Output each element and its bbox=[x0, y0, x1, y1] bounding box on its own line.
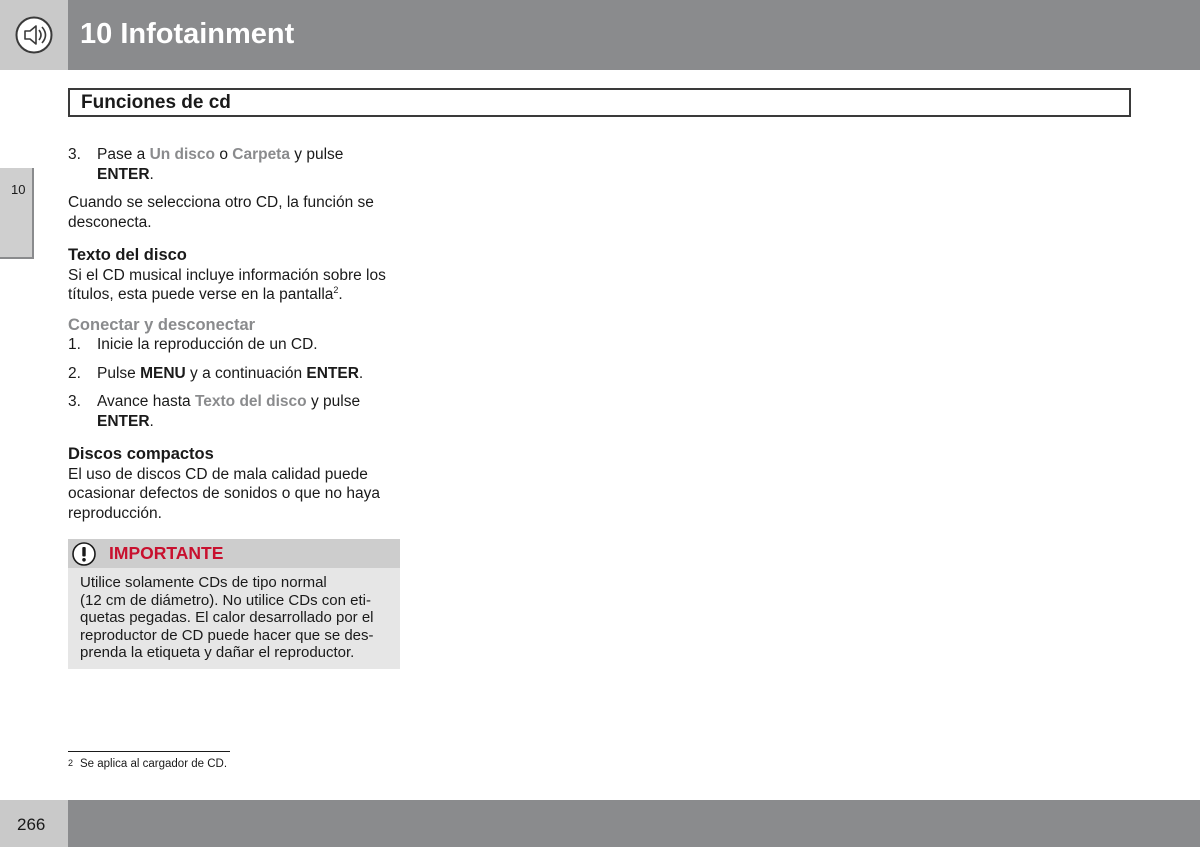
notice-line: (12 cm de diámetro). No utilice CDs con eti- bbox=[80, 591, 371, 609]
text-run: . bbox=[338, 286, 343, 303]
speaker-icon bbox=[15, 16, 53, 54]
menu-option-texto-del-disco: Texto del disco bbox=[194, 393, 307, 410]
footnote-ref: 2 bbox=[333, 284, 339, 295]
chapter-title: 10 Infotainment bbox=[80, 18, 295, 50]
footnote bbox=[68, 758, 227, 770]
main-content bbox=[68, 145, 403, 523]
list-item bbox=[68, 364, 403, 384]
text-run: Avance hasta bbox=[97, 393, 195, 410]
text-run: . bbox=[149, 412, 154, 430]
paragraph: El uso de discos CD de mala calidad puede ocasionar defectos de sonidos o que no haya reproducción. bbox=[68, 465, 380, 522]
notice-line: reproductor de CD puede hacer que se des- bbox=[80, 626, 374, 644]
text-run: Pulse bbox=[97, 364, 141, 382]
text-run: y a continuación bbox=[185, 364, 307, 382]
text-run: Pase a bbox=[97, 146, 150, 163]
text-run: Si el CD musical incluye información sobre los títulos, esta puede verse en la pantalla bbox=[68, 266, 386, 303]
subheading-conectar: Conectar y desconectar bbox=[68, 315, 256, 334]
exclamation-icon bbox=[72, 542, 96, 566]
key-enter: ENTER bbox=[306, 364, 359, 382]
footnote-text: Se aplica al cargador de CD. bbox=[80, 758, 228, 770]
notice-line: quetas pegadas. El calor desarrollado por el bbox=[80, 609, 374, 626]
list-text bbox=[97, 392, 403, 431]
text-run: o bbox=[215, 146, 233, 163]
important-notice-title: IMPORTANTE bbox=[109, 543, 224, 563]
chapter-side-tab bbox=[0, 168, 34, 259]
text-run: y pulse bbox=[306, 393, 361, 410]
important-notice-box bbox=[68, 539, 400, 669]
paragraph bbox=[68, 266, 403, 305]
list-text bbox=[97, 145, 403, 184]
text-run: . bbox=[358, 364, 364, 382]
list-number: 2. bbox=[68, 364, 81, 382]
section-heading-box bbox=[68, 88, 1131, 117]
notice-line: Utilice solamente CDs de tipo normal bbox=[80, 574, 327, 591]
key-enter: ENTER bbox=[97, 412, 150, 430]
list-number: 1. bbox=[68, 336, 81, 353]
list-number: 3. bbox=[68, 146, 81, 163]
side-tab-number: 10 bbox=[11, 182, 26, 197]
footnote-divider bbox=[68, 751, 230, 752]
notice-line: prenda la etiqueta y dañar el reproductor. bbox=[80, 644, 355, 661]
footnote-mark: 2 bbox=[68, 758, 74, 768]
important-notice-header bbox=[68, 539, 400, 568]
list-item bbox=[68, 392, 403, 431]
text-run: y pulse bbox=[289, 146, 344, 163]
list-text: Inicie la reproducción de un CD. bbox=[97, 336, 318, 353]
page-number: 266 bbox=[17, 815, 46, 834]
important-notice-text bbox=[80, 574, 390, 662]
footer-bar bbox=[68, 800, 1200, 847]
list-number: 3. bbox=[68, 393, 81, 410]
text-run: . bbox=[149, 165, 154, 183]
subheading-texto-del-disco: Texto del disco bbox=[68, 246, 187, 264]
list-item bbox=[68, 335, 403, 355]
paragraph: Cuando se selecciona otro CD, la función se desconecta. bbox=[68, 194, 374, 231]
section-title: Funciones de cd bbox=[81, 92, 231, 113]
menu-option-un-disco: Un disco bbox=[149, 146, 216, 163]
menu-option-carpeta: Carpeta bbox=[232, 146, 290, 163]
subheading-discos-compactos: Discos compactos bbox=[68, 445, 214, 463]
list-text bbox=[97, 364, 403, 384]
list-item bbox=[68, 145, 403, 184]
header-left-block bbox=[0, 0, 68, 70]
key-enter: ENTER bbox=[97, 165, 150, 183]
key-menu: MENU bbox=[140, 364, 186, 382]
